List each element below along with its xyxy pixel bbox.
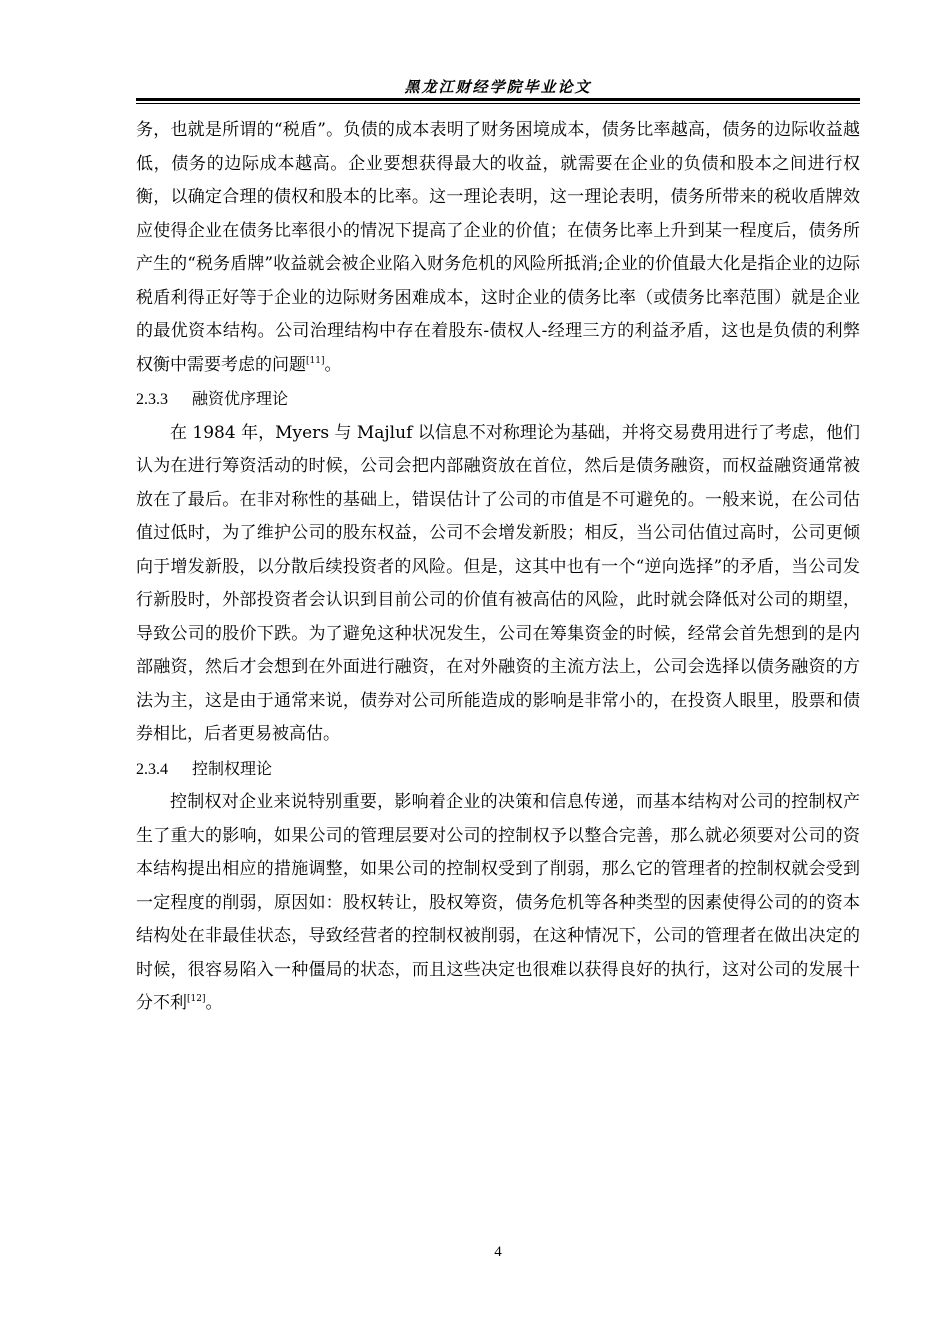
section-title: 控制权理论: [192, 758, 273, 778]
section-heading-2-3-3: [136, 382, 860, 417]
document-body: [136, 114, 860, 1021]
paragraph-end: 。: [205, 993, 223, 1013]
paragraph-pecking-order: [136, 417, 860, 752]
paragraph-text: 务，也就是所谓的“税盾”。负债的成本表明了财务困境成本，债务比率越高，债务的边际收益越低，债务的边际成本越高。企业要想获得最大的收益，就需要在企业的负债和股本之间进行权衡，以确定合理的债权和股本的比率。这一理论表明，这一理论表明，债务所带来的税收盾牌效应使得企业在债务比率很小的情况下提高了企业的价值；在债务比率上升到某一程度后，债务所产生的“税务盾牌”收益就会被企业陷入财务危机的风险所抵消;企业的价值最大化是指企业的边际税盾利得正好等于企业的边际财务困难成本，这时企业的债务比率（或债务比率范围）就是企业的最优资本结构。公司治理结构中存在着股东-债权人-经理三方的利益矛盾，这也是负债的利弊权衡中需要考虑的问题: [136, 120, 860, 375]
paragraph-control-rights: [136, 786, 860, 1021]
paragraph-text: 控制权对企业来说特别重要，影响着企业的决策和信息传递，而基本结构对公司的控制权产生了重大的影响，如果公司的管理层要对公司的控制权予以整合完善，那么就必须要对公司的资本结构提出相应的措施调整，如果公司的控制权受到了削弱，那么它的管理者的控制权就会受到一定程度的削弱，原因如：股权转让，股权筹资，债务危机等各种类型的因素使得公司的的资本结构处在非最佳状态，导致经营者的控制权被削弱，在这种情况下，公司的管理者在做出决定的时候，很容易陷入一种僵局的状态，而且这些决定也很难以获得良好的执行，这对公司的发展十分不利: [136, 792, 860, 1013]
running-header-title: 黑龙江财经学院毕业论文: [404, 78, 592, 96]
header-rule-thin: [136, 103, 860, 104]
header-rule-thick: [136, 98, 860, 101]
page-number: 4: [494, 1244, 502, 1260]
paragraph-text: 在 1984 年，Myers 与 Majluf 以信息不对称理论为基础，并将交易费用进行了考虑，他们认为在进行筹资活动的时候，公司会把内部融资放在首位，然后是债务融资，而权益融资通常被放在了最后。在非对称性的基础上，错误估计了公司的市值是不可避免的。一般来说，在公司估值过低时，为了维护公司的股东权益，公司不会增发新股；相反，当公司估值过高时，公司更倾向于增发新股，以分散后续投资者的风险。但是，这其中也有一个“逆向选择”的矛盾，当公司发行新股时，外部投资者会认识到目前公司的价值有被高估的风险，此时就会降低对公司的期望，导致公司的股价下跌。为了避免这种状况发生，公司在筹集资金的时候，经常会首先想到的是内部融资，然后才会想到在外面进行融资，在对外融资的主流方法上，公司会选择以债务融资的方法为主，这是由于通常来说，债券对公司所能造成的影响是非常小的，在投资人眼里，股票和债券相比，后者更易被高估。: [136, 422, 860, 744]
section-number: 2.3.3: [136, 391, 168, 408]
paragraph-tradeoff-theory: [136, 114, 860, 382]
section-heading-2-3-4: [136, 752, 860, 787]
citation-12[interactable]: [12]: [187, 994, 206, 1004]
section-title: 融资优序理论: [192, 389, 289, 408]
section-number: 2.3.4: [136, 760, 168, 778]
paragraph-end: 。: [324, 354, 342, 375]
citation-11[interactable]: [11]: [306, 355, 325, 366]
